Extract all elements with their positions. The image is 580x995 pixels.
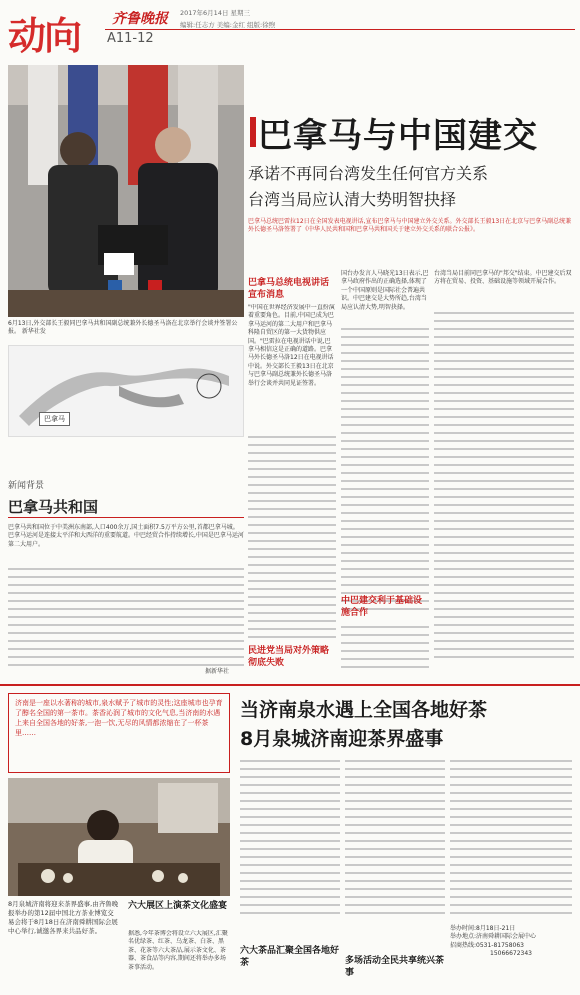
promo-text: 济南是一座以水著称的城市,泉水赋予了城市的灵性;这座城市也孕育了醇名全国的第一茶市。茶香沁润了城市的文化气息,当济南的水遇上来自全国各地的好茶,一泡一饮,无尽的风情都浓缩在了一杯茶里……	[15, 699, 223, 737]
lead-paragraph: 巴拿马总统巴雷拉12日在全国发表电视讲话,宣布巴拿马与中国建立外交关系。外交部长王毅13日在北京与巴拿马副总统兼外长德圣马洛签署了《中华人民共和国和巴拿马共和国关于建立外交关系的联合公报》。	[248, 218, 572, 234]
info-box	[450, 925, 572, 991]
col2-subhead: 中巴建交利于基础设施合作	[341, 596, 423, 618]
panama-map	[8, 345, 244, 437]
col1-subhead-2: 民进党当局对外策略彻底失败	[248, 646, 330, 668]
col2-lines	[341, 322, 429, 616]
subheadline-2: 台湾当局应认清大势明智抉择	[248, 190, 457, 209]
page-number: A11-12	[107, 31, 154, 46]
tea-photo	[8, 778, 230, 896]
tea-lines-1	[240, 754, 340, 920]
date-line: 2017年6月14日 星期三	[180, 9, 251, 17]
info-phone-2: 15066672343	[490, 950, 532, 958]
section-title: 动向	[8, 14, 81, 58]
background-title: 巴拿马共和国	[8, 498, 99, 516]
paper-logo: 齐鲁晚报	[112, 11, 168, 27]
col1-subhead: 巴拿马总统电视讲话宣布消息	[248, 278, 330, 300]
col2b-lines	[341, 620, 429, 674]
col2-text: 国台办发言人马晓光13日表示,巴拿马政府作出的正确选择,体现了一个中国原则是国际社会普遍共识。中巴建交是大势所趋,台湾当局应认清大势,明智抉择。	[341, 270, 429, 311]
background-lines	[8, 562, 244, 672]
col3-text: 台湾当局目前同巴拿马的"邦交"结束。中巴建交后双方将在贸易、投资、基础设施等领域开展合作。	[434, 270, 572, 286]
background-tag: 新闻背景	[8, 481, 45, 491]
info-place: 举办地点:济南舜耕国际会展中心	[450, 933, 537, 941]
subhead-exhibit-zones: 六大展区上演茶文化盛宴	[128, 901, 228, 911]
subhead-tea-types: 六大茶品汇聚全国各地好茶	[240, 946, 340, 968]
photo-caption: 6月13日,外交部长王毅同巴拿马共和国副总统兼外长德圣马洛在北京举行会谈并签署公报。 新华社发	[8, 320, 238, 336]
col1-lines	[248, 430, 336, 644]
promo-box	[8, 693, 230, 773]
background-source: 据新华社	[205, 668, 230, 675]
col3-lines	[434, 306, 574, 664]
editor-line: 编辑:任志方 美编:金红 组版:徐煦	[180, 21, 276, 29]
tea-headline-1: 当济南泉水遇上全国各地好茶	[240, 699, 488, 721]
background-text: 巴拿马共和国位于中美洲东南部,人口400余万,国土面积7.5万平方公里,首都巴拿马城。巴拿马运河是连接太平洋和大西洋的重要航道。中巴经贸合作持续增长,中国是巴拿马运河第二大用户。	[8, 524, 244, 548]
title-underline	[8, 517, 244, 518]
tea-photo-caption: 8月泉城济南将迎来茶界盛事,由齐鲁晚报举办的第12届中国北方茶业博览交易会将于8月18日在济南舜耕国际会展中心举行,诚邀各界来共品好茶。	[8, 900, 119, 935]
tea-lines-2	[345, 754, 445, 920]
tea-body: 据悉,今年茶博会将设立六大展区,汇聚名优绿茶、红茶、乌龙茶、白茶、黑茶、花茶等六大茶品,展示茶文化、茶器、茶食品等内容,期间还将举办多场茶事活动。	[128, 930, 228, 971]
section-divider	[0, 684, 580, 686]
subhead-activities: 多场活动全民共享统兴茶事	[345, 956, 445, 978]
info-time: 举办时间:8月18日-21日	[450, 925, 516, 932]
info-phone: 招商热线:0531-81758063	[450, 941, 524, 949]
main-headline: 巴拿马与中国建交	[258, 116, 538, 156]
col1-text: "中国在世界经济发展中一直扮演着重要角色。目前,中国已成为巴拿马运河的第二大用户和巴拿马科隆自贸区的第一大货物供应国。"巴雷拉在电视讲话中说,巴拿马相信这是正确的道路。巴拿马外长德圣马洛12日在电视讲话中说。外交部长王毅13日在北京与巴拿马副总统兼外长德圣马洛举行会谈并共同见证签署。	[248, 304, 335, 387]
diplomats-photo	[8, 65, 244, 317]
header-divider	[105, 29, 575, 30]
tea-lines-3	[450, 754, 572, 920]
subheadline-1: 承诺不再同台湾发生任何官方关系	[248, 164, 489, 183]
map-label: 巴拿马	[39, 412, 70, 426]
tea-headline-2: 8月泉城济南迎茶界盛事	[240, 728, 444, 750]
page-header	[0, 0, 580, 58]
headline-redbar	[250, 117, 256, 147]
